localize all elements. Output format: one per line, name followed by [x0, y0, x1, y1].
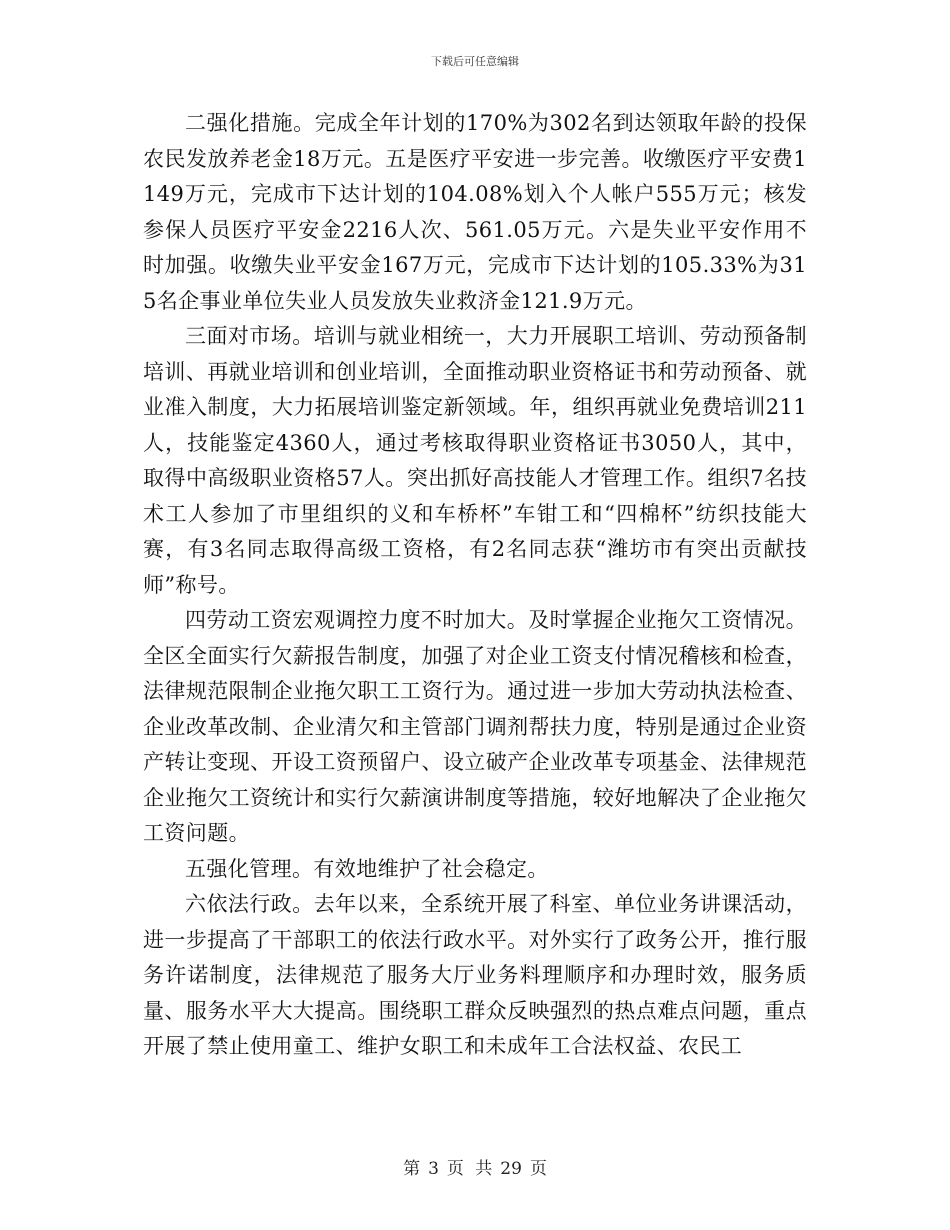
paragraph-management: 五强化管理。有效地维护了社会稳定。 — [185, 856, 549, 881]
page-header-note: 下载后可任意编辑 — [431, 55, 519, 68]
footer-middle: 页 共 — [446, 1159, 493, 1179]
paragraph-market: 三面对市场。培训与就业相统一，大力开展职工培训、劳动预备制培训、再就业培训和创业培训，全面推动职业资格证书和劳动预备、就业准入制度，大力拓展培训鉴定新领域。年，组织再就业免费培训211人，技能鉴定4360人，通过考核取得职业资格证书3050人，其中，取得中高级职业资格57人。突出抓好高技能人才管理工作。组织7名技术工人参加了市里组织的义和车桥杯”车钳工和“四棉杯”纺织技能大赛，有3名同志取得高级工资格，有2名同志获“潍坊市有突出贡献技师”称号。 — [143, 324, 807, 597]
page-footer — [0, 1154, 950, 1179]
paragraph-law-administration: 六依法行政。去年以来，全系统开展了科室、单位业务讲课活动，进一步提高了干部职工的依法行政水平。对外实行了政务公开，推行服务许诺制度，法律规范了服务大厅业务料理顺序和办理时效，服务质量、服务水平大大提高。围绕职工群众反映强烈的热点难点问题，重点开展了禁止使用童工、维护女职工和未成年工合法权益、农民工 — [143, 892, 807, 1058]
document-body — [143, 106, 807, 1065]
footer-total-pages: 29 — [500, 1159, 522, 1179]
paragraph-measures: 二强化措施。完成全年计划的170%为302名到达领取年龄的投保农民发放养老金18万元。五是医疗平安进一步完善。收缴医疗平安费1149万元，完成市下达计划的104.08%划入个人帐户555万元；核发参保人员医疗平安金2216人次、561.05万元。六是失业平安作用不时加强。收缴失业平安金167万元，完成市下达计划的105.33%为315名企事业单位失业人员发放失业救济金121.9万元。 — [143, 111, 807, 313]
footer-current-page: 3 — [428, 1159, 439, 1179]
footer-prefix: 第 — [403, 1159, 421, 1179]
paragraph-wage-control: 四劳动工资宏观调控力度不时加大。及时掌握企业拖欠工资情况。全区全面实行欠薪报告制度，加强了对企业工资支付情况稽核和检查，法律规范限制企业拖欠职工工资行为。通过进一步加大劳动执法检查、企业改革改制、企业清欠和主管部门调剂帮扶力度，特别是通过企业资产转让变现、开设工资预留户、设立破产企业改革专项基金、法律规范企业拖欠工资统计和实行欠薪演讲制度等措施，较好地解决了企业拖欠工资问题。 — [143, 608, 807, 845]
footer-suffix: 页 — [529, 1159, 547, 1179]
